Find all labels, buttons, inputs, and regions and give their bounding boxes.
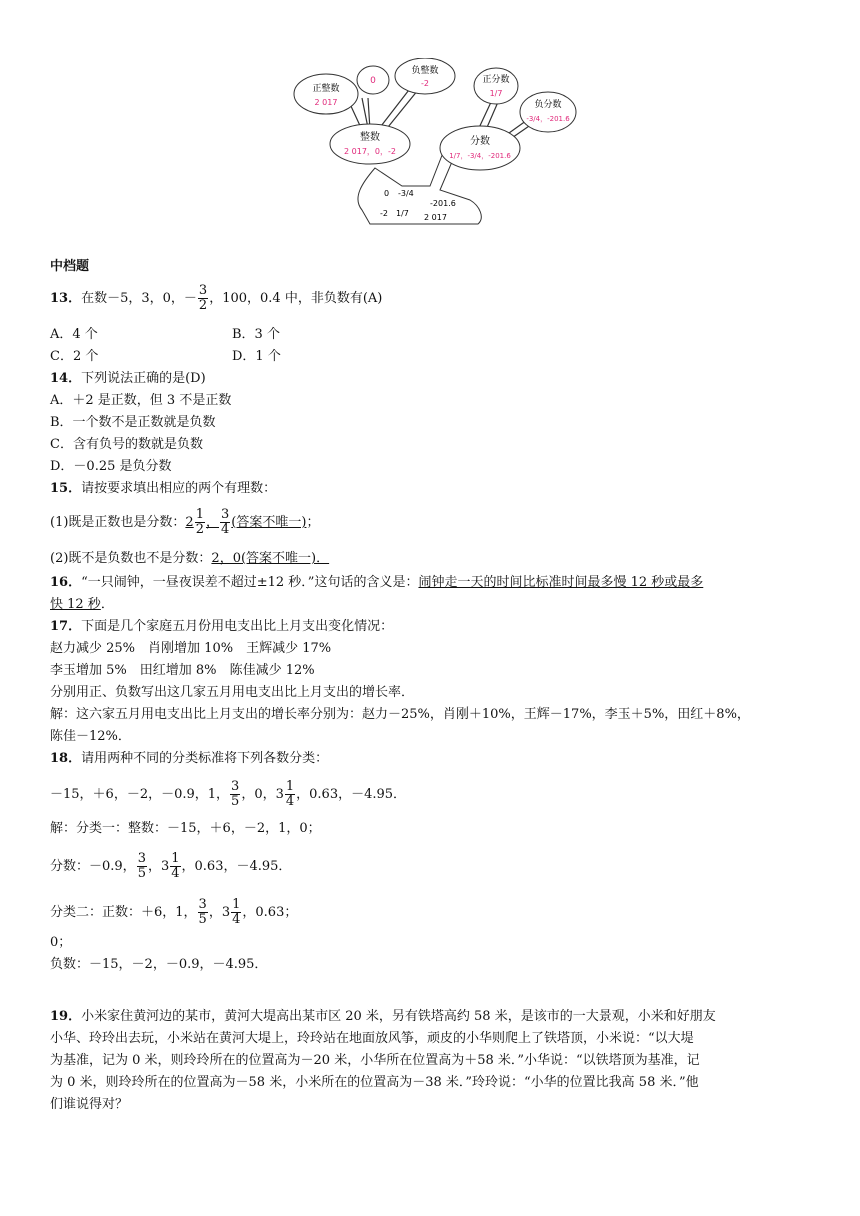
branch-line (478, 100, 492, 130)
q18-sol2-zero: 0； (50, 935, 72, 950)
classification-tree-diagram (290, 58, 580, 228)
q13-fraction (198, 284, 208, 313)
list-fraction (285, 780, 295, 809)
q19-line: 们谁说得对？ (50, 1097, 129, 1112)
change-item: 李玉增加 5% (50, 663, 127, 678)
list-text: ，3 (147, 859, 170, 874)
positive-fractions-value: 1/7 (489, 89, 503, 98)
list-fraction (230, 780, 240, 809)
q14-option: C．含有负号的数就是负数 (50, 437, 203, 452)
fraction-numerator: 3 (137, 851, 146, 866)
q19-line: 为 0 米，则玲玲所在的位置高为－58 米，小米所在的位置高为－38 米．”玲玲说：“小华的位置比我高 58 米．”他 (50, 1075, 699, 1090)
list-text: 分类二：正数：＋6，1， (50, 905, 197, 920)
fraction-denominator: 5 (198, 912, 207, 927)
list-text: ，3 (208, 905, 231, 920)
q13-option: B．3 个 (232, 327, 280, 342)
fraction-denominator: 4 (285, 794, 295, 809)
bubble-negative-integers (395, 58, 455, 94)
punctuation: ． (100, 597, 114, 612)
trunk-item: -201.6 (430, 199, 456, 208)
list-fraction (198, 898, 208, 927)
q15-part2-answer: 2，0(答案不唯一)． (211, 551, 330, 566)
q15-part1-label: (1)既是正数也是分数： (50, 515, 186, 530)
fraction-numerator: 1 (171, 851, 180, 866)
answer-fraction (195, 508, 205, 537)
trunk-item: 2 017 (424, 213, 447, 222)
q19-text: 小米家住黄河边的某市，黄河大堤高出某市区 20 米，另有铁塔高约 58 米，是该市的一大景观，小米和好朋友 (81, 1009, 716, 1024)
q18-number-list (50, 780, 406, 809)
integers-label: 整数 (360, 132, 380, 143)
q13-text-b: ，100，0.4 中，非负数有(A) (209, 291, 383, 306)
q15-part1 (50, 508, 319, 537)
q19-number: 19． (50, 1009, 82, 1024)
q17-solution: 解：这六家五月用电支出比上月支出的增长率分别为：赵力－25%，肖刚＋10%，王辉－17%，李玉＋5%，田红＋8%， (50, 707, 750, 722)
bubble-integers (330, 124, 410, 164)
fraction-numerator: 3 (198, 897, 207, 912)
negative-fractions-value: -3/4，-201.6 (526, 115, 570, 123)
q19-line: 为基准，记为 0 米，则玲玲所在的位置高为－20 米，小华所在位置高为＋58 米．”小华说：“以铁塔顶为基准，记 (50, 1053, 700, 1068)
positive-integers-label: 正整数 (312, 84, 340, 94)
fraction-denominator: 4 (232, 912, 241, 927)
bubble-positive-integers (294, 74, 358, 114)
fraction-numerator: 3 (198, 283, 208, 298)
list-text: ，0，3 (241, 787, 284, 802)
q13-stem (50, 284, 382, 313)
q14-option: B．一个数不是正数就是负数 (50, 415, 216, 430)
q17-row1 (50, 640, 331, 658)
q15-part2-label: (2)既不是负数也不是分数： (50, 551, 212, 566)
list-text: ，0.63，－4.95． (181, 859, 292, 874)
q16-number: 16． (50, 575, 82, 590)
q18-sol1-integers: 解：分类一：整数：－15，＋6，－2，1，0； (50, 821, 321, 836)
q14-text: 下列说法正确的是(D) (81, 371, 206, 386)
fractions-label: 分数 (470, 136, 490, 147)
positive-integers-value: 2 017 (314, 98, 338, 107)
q18-sol2-negatives: 负数：－15，－2，－0.9，－4.95． (50, 957, 268, 972)
q14-number: 14． (50, 371, 82, 386)
negative-fractions-label: 负分数 (534, 100, 562, 110)
change-item: 赵力减少 25% (50, 641, 136, 656)
integers-value: 2 017，0，-2 (344, 147, 396, 156)
fraction-denominator: 4 (171, 866, 180, 881)
q16-continuation (50, 596, 114, 614)
list-text: －15，＋6，－2，－0.9，1， (50, 787, 230, 802)
change-item: 王辉减少 17% (246, 641, 332, 656)
q17-task: 分别用正、负数写出这几家五月用电支出比上月支出的增长率． (50, 685, 415, 700)
fraction-numerator: 1 (285, 779, 295, 794)
fraction-denominator: 5 (137, 866, 146, 881)
branch-line (384, 90, 418, 132)
fraction-denominator: 5 (231, 794, 240, 809)
q19-line (50, 1008, 716, 1026)
fractions-value: 1/7，-3/4，-201.6 (449, 152, 511, 160)
q16-text: “一只闹钟，一昼夜误差不超过±12 秒．”这句话的含义是： (81, 575, 419, 590)
separator: ， (205, 515, 219, 530)
list-fraction (137, 852, 147, 881)
q13-option: D．1 个 (232, 349, 281, 364)
mixed-whole: 2 (185, 515, 194, 530)
zero-value: 0 (370, 76, 376, 86)
negative-integers-label: 负整数 (411, 66, 439, 76)
fraction-numerator: 3 (231, 779, 240, 794)
trunk-item: -2 (380, 209, 388, 218)
trunk-item: 0 (384, 189, 390, 198)
q13-text-a: 在数－5，3，0，－ (81, 291, 197, 306)
fraction-denominator: 2 (195, 522, 204, 537)
punctuation: ； (306, 515, 320, 530)
section-title: 中档题 (50, 259, 90, 274)
list-fraction (231, 898, 241, 927)
q15-number: 15． (50, 481, 82, 496)
q15-stem (50, 480, 276, 498)
answer-note: (答案不唯一) (231, 515, 307, 530)
positive-fractions-label: 正分数 (482, 75, 510, 85)
q15-part2 (50, 550, 329, 568)
list-fraction (170, 852, 180, 881)
trunk-item: 1/7 (396, 209, 409, 218)
q17-number: 17． (50, 619, 82, 634)
q18-sol2-positives (50, 898, 297, 927)
bubble-fractions (440, 126, 520, 170)
q17-text: 下面是几个家庭五月份用电支出比上月支出变化情况： (81, 619, 394, 634)
negative-integers-value: -2 (421, 79, 429, 88)
list-text: ，0.63； (242, 905, 298, 920)
trunk-item: -3/4 (398, 189, 414, 198)
change-item: 田红增加 8% (139, 663, 217, 678)
q18-sol1-fractions (50, 852, 291, 881)
q16-answer-a: 闹钟走一天的时间比标准时间最多慢 12 秒或最多 (418, 575, 704, 590)
q14-option: D．－0.25 是负分数 (50, 459, 172, 474)
q18-number: 18． (50, 751, 82, 766)
branch-line (378, 86, 412, 130)
q15-part1-answer (185, 507, 307, 537)
answer-fraction (220, 508, 230, 537)
fraction-numerator: 3 (221, 507, 230, 522)
q13-option: C．2 个 (50, 349, 99, 364)
q13-option: A．4 个 (50, 327, 98, 342)
q19-line: 小华、玲玲出去玩，小米站在黄河大堤上，玲玲站在地面放风筝，顽皮的小华则爬上了铁塔顶，小米说：“以大堤 (50, 1031, 694, 1046)
q17-solution: 陈佳－12%． (50, 729, 131, 744)
q17-row2 (50, 662, 315, 680)
q16-stem (50, 574, 703, 592)
q17-stem (50, 618, 393, 636)
q15-text: 请按要求填出相应的两个有理数： (81, 481, 277, 496)
q14-stem (50, 370, 206, 388)
fraction-denominator: 2 (198, 298, 208, 313)
bubble-negative-fractions (520, 92, 576, 132)
branch-line (362, 98, 368, 128)
bubble-positive-fractions (474, 68, 518, 104)
fraction-numerator: 1 (195, 507, 204, 522)
q18-stem (50, 750, 328, 768)
change-item: 陈佳减少 12% (229, 663, 315, 678)
q14-option: A．＋2 是正数，但 3 不是正数 (50, 393, 232, 408)
q13-number: 13． (50, 291, 82, 306)
fraction-denominator: 4 (221, 522, 230, 537)
list-text: ，0.63，－4.95． (296, 787, 407, 802)
change-item: 肖刚增加 10% (148, 641, 234, 656)
fraction-numerator: 1 (232, 897, 241, 912)
list-text: 分数：－0.9， (50, 859, 136, 874)
q16-answer-b: 快 12 秒 (50, 597, 101, 612)
q18-text: 请用两种不同的分类标准将下列各数分类： (81, 751, 329, 766)
